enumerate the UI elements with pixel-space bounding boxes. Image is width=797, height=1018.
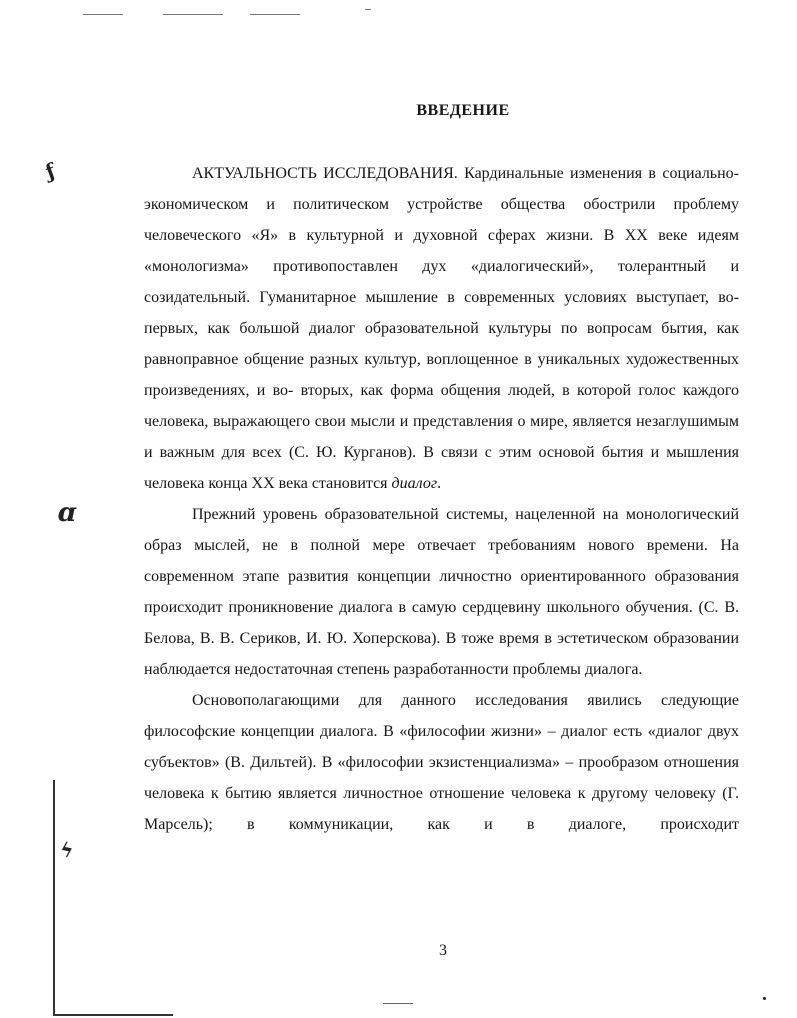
emphasized-term: диалог: [391, 475, 438, 492]
paragraph: [144, 499, 739, 685]
handwritten-margin-mark: ƒ: [42, 158, 59, 184]
paragraph-ending: .: [437, 475, 442, 492]
scan-artifact-line: [250, 14, 300, 15]
paragraph: [144, 685, 739, 840]
body-text: [144, 158, 739, 840]
paragraph-text: Основополагающими для данного исследования явились следующие философские концепции диалога. В «философии жизни» – диалог есть «диалог двух субъектов» (В. Дильтей). В «философии экзистенциализма» – прообразом отношения человека к бытию является личностное отношение человека к другому человеку (Г. Марсель); в коммуникации, как и в диалоге, происходит: [144, 692, 739, 833]
page-number: 3: [439, 942, 447, 959]
scan-artifact-line: [383, 1003, 413, 1004]
scan-artifact-line: [365, 9, 371, 10]
scan-artifact-line: [83, 14, 123, 15]
handwritten-margin-mark: ϟ: [57, 836, 76, 864]
paragraph-text: Прежний уровень образовательной системы, нацеленной на монологический образ мыслей, не в полной мере отвечает требованиям нового времени. На современном этапе развития концепции личностно ориентированного образования происходит проникновение диалога в самую сердцевину школьного обучения. (С. В. Белова, В. В. Сериков, И. Ю. Хоперскова). В тоже время в эстетическом образовании наблюдается недостаточная степень разработанности проблемы диалога.: [144, 506, 739, 678]
paragraph-text: АКТУАЛЬНОСТЬ ИССЛЕДОВАНИЯ. Кардинальные изменения в социально-экономическом и политическом устройстве общества обострили проблему человеческого «Я» в культурной и духовной сферах жизни. В XX веке идеям «монологизма» противопоставлен дух «диалогический», толерантный и созидательный. Гуманитарное мышление в современных условиях выступает, во-первых, как большой диалог образовательной культуры по вопросам бытия, как равноправное общение разных культур, воплощенное в уникальных художественных произведениях, и во- вторых, как форма общения людей, в которой голос каждого человека, выражающего свои мысли и представления о мире, является незаглушимым и важным для всех (С. Ю. Курганов). В связи с этим основой бытия и мышления человека конца XX века становится: [144, 165, 739, 492]
handwritten-margin-mark: ɑ: [54, 498, 80, 528]
scan-artifact-dot: [763, 997, 766, 1000]
page-edge-line: [53, 1014, 173, 1016]
paragraph: [144, 158, 739, 499]
page-edge-line: [53, 780, 55, 1016]
page-title: ВВЕДЕНИЕ: [416, 102, 510, 119]
scan-artifact-line: [163, 14, 223, 15]
